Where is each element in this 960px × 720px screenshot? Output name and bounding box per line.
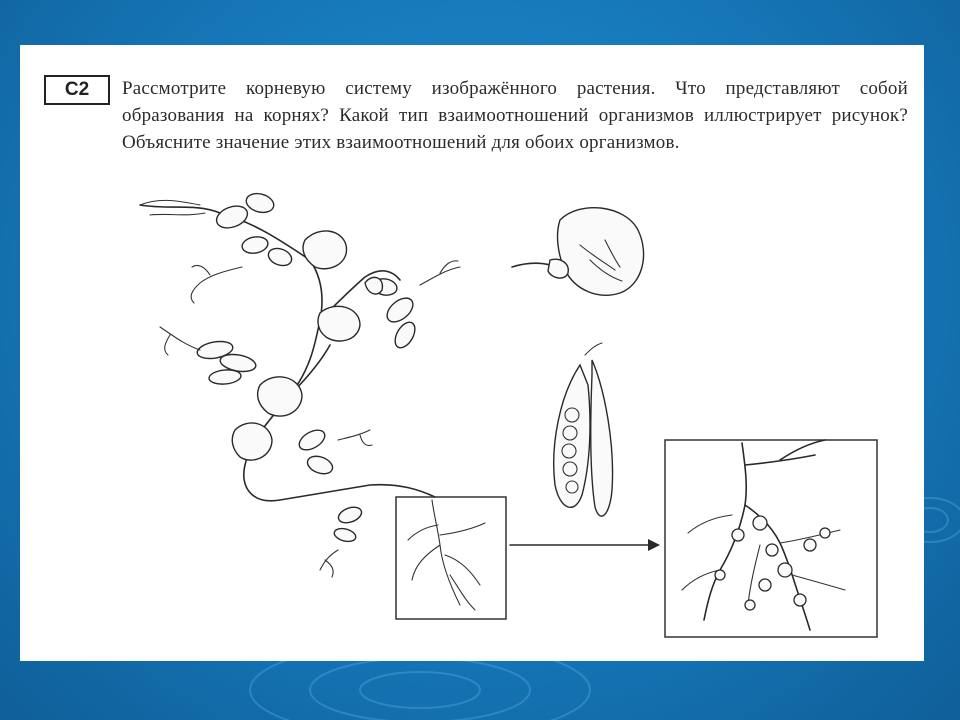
task-code: С2 bbox=[64, 79, 90, 100]
pea-flower-drawing bbox=[512, 208, 644, 296]
root-nodules-closeup-drawing bbox=[665, 440, 877, 637]
root-system-small-drawing bbox=[396, 497, 506, 619]
pea-pod-drawing bbox=[554, 343, 613, 516]
task-sheet bbox=[20, 45, 924, 661]
magnify-arrow bbox=[510, 539, 660, 551]
pea-plant-illustration bbox=[20, 45, 924, 661]
pea-plant-drawing bbox=[140, 191, 460, 577]
task-question: Рассмотрите корневую систему изображённого растения. Что представляют собой образования на корнях? Какой тип взаимоотношений организмов иллюстрирует рисунок? Объясните значение этих взаимоотношений для обоих организмов. bbox=[122, 78, 908, 153]
